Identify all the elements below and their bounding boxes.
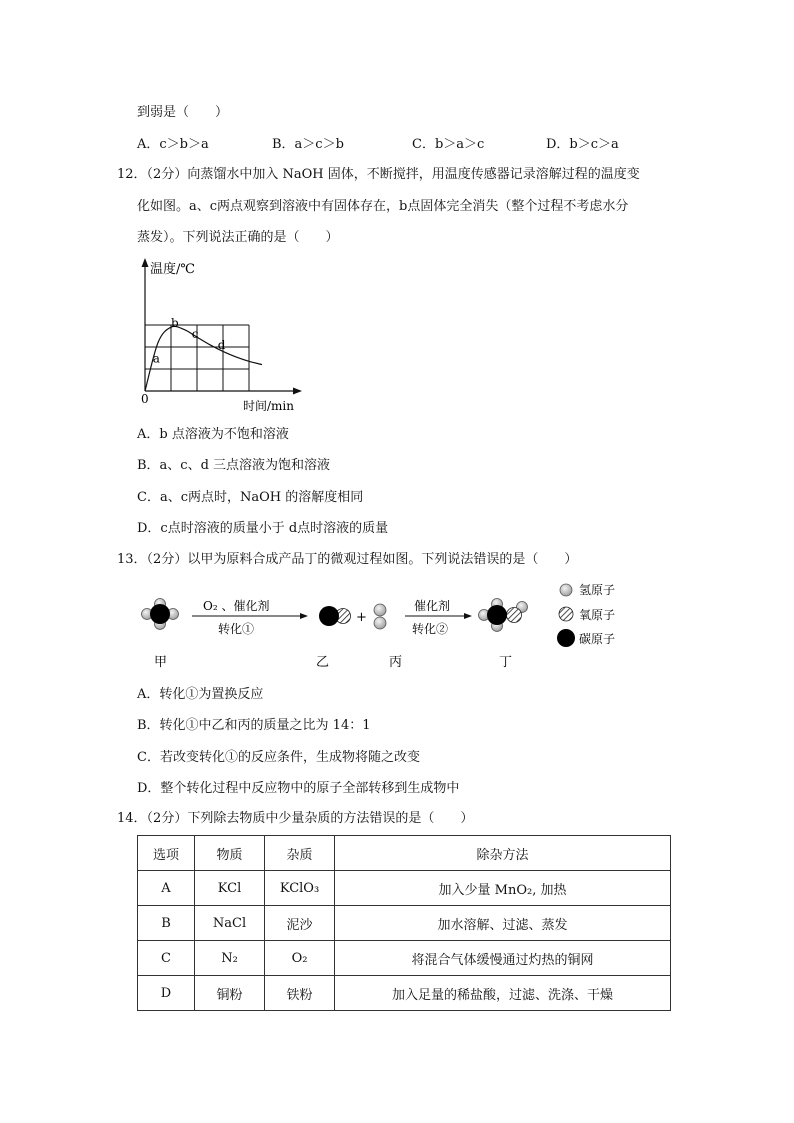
q12-option-c: C．a、c两点时，NaOH 的溶解度相同 <box>137 490 364 505</box>
q13-option-a: A．转化①为置换反应 <box>137 687 264 702</box>
q12-stem-line3: 蒸发）。下列说法正确的是（ ） <box>137 230 339 245</box>
arrow-2-bottom-label: 转化② <box>412 622 449 636</box>
arrow-1-top-label: O₂ 、催化剂 <box>203 599 270 613</box>
header-substance: 物质 <box>195 836 265 871</box>
chart-point-labels <box>153 316 226 365</box>
label-ding: 丁 <box>499 655 513 670</box>
q11-option-c: C．b＞a＞c <box>412 137 485 152</box>
q12-option-b: B．a、c、d 三点溶液为饱和溶液 <box>137 458 331 473</box>
point-label-b: b <box>171 316 179 331</box>
arrow-2-top-label: 催化剂 <box>414 599 451 613</box>
legend-hydrogen-icon <box>560 584 572 596</box>
row-impurity: 铁粉 <box>265 976 335 1011</box>
point-label-d: d <box>217 338 226 353</box>
row-impurity: 泥沙 <box>265 906 335 941</box>
legend-oxygen-icon <box>559 607 573 621</box>
legend-oxygen-label: 氧原子 <box>579 608 616 622</box>
y-axis-label: 温度/℃ <box>150 262 195 277</box>
label-yi: 乙 <box>316 655 330 670</box>
row-impurity: KClO₃ <box>265 871 335 906</box>
molecule-bing <box>374 604 386 629</box>
table-row <box>138 976 671 1011</box>
q11-option-d: D．b＞c＞a <box>546 137 619 152</box>
q11-stem-continuation: 到弱是（ ） <box>137 105 229 120</box>
temperature-curve <box>145 326 262 391</box>
row-impurity: O₂ <box>265 941 335 976</box>
q11-options <box>0 133 794 153</box>
table-row <box>138 906 671 941</box>
table-header-row <box>138 836 671 871</box>
header-method: 除杂方法 <box>335 836 671 871</box>
q14-stem: 14．（2分）下列除去物质中少量杂质的方法错误的是（ ） <box>117 811 474 826</box>
q13-stem: 13．（2分）以甲为原料合成产品丁的微观过程如图。下列说法错误的是（ ） <box>117 552 578 567</box>
y-axis-arrow <box>142 258 149 267</box>
plus-sign: + <box>356 610 367 625</box>
x-axis-arrow <box>293 388 302 395</box>
row-substance: NaCl <box>195 906 265 941</box>
arrow-1-bottom-label: 转化① <box>218 622 255 636</box>
impurity-removal-table <box>137 835 671 1011</box>
row-option: A <box>138 871 195 906</box>
point-label-a: a <box>152 351 160 366</box>
row-option: B <box>138 906 195 941</box>
q12-temperature-chart <box>125 255 325 420</box>
row-substance: N₂ <box>195 941 265 976</box>
molecule-jia <box>142 599 179 630</box>
molecule-yi <box>319 606 351 626</box>
header-option: 选项 <box>138 836 195 871</box>
row-method: 加入足量的稀盐酸，过滤、洗涤、干燥 <box>335 976 671 1011</box>
q12-stem-line2: 化如图。a、c两点观察到溶液中有固体存在，b点固体完全消失（整个过程不考虑水分 <box>137 199 629 214</box>
row-option: C <box>138 941 195 976</box>
q13-reaction-diagram <box>130 578 650 673</box>
q11-option-a: A．c＞b＞a <box>137 137 209 152</box>
row-method: 加水溶解、过滤、蒸发 <box>335 906 671 941</box>
header-impurity: 杂质 <box>265 836 335 871</box>
legend-carbon-label: 碳原子 <box>579 632 616 646</box>
row-method: 将混合气体缓慢通过灼热的铜网 <box>335 941 671 976</box>
table-row <box>138 941 671 976</box>
label-bing: 丙 <box>389 655 403 670</box>
point-label-c: c <box>191 327 199 342</box>
label-jia: 甲 <box>154 655 168 670</box>
q12-stem-line1: 12．（2分）向蒸馏水中加入 NaOH 固体，不断搅拌，用温度传感器记录溶解过程的温度变 <box>117 167 640 182</box>
legend-hydrogen-label: 氢原子 <box>579 583 616 597</box>
q12-option-d: D．c点时溶液的质量小于 d点时溶液的质量 <box>137 521 389 536</box>
atom-legend <box>557 583 615 647</box>
origin-label: 0 <box>141 392 149 406</box>
legend-carbon-icon <box>557 629 575 647</box>
row-method: 加入少量 MnO₂, 加热 <box>335 871 671 906</box>
table-row <box>138 871 671 906</box>
molecule-ding <box>479 599 528 632</box>
row-substance: 铜粉 <box>195 976 265 1011</box>
q13-option-b: B．转化①中乙和丙的质量之比为 14：1 <box>137 718 371 733</box>
x-axis-label: 时间/min <box>243 399 294 413</box>
row-option: D <box>138 976 195 1011</box>
q11-option-b: B．a＞c＞b <box>272 137 344 152</box>
q13-option-c: C．若改变转化①的反应条件，生成物将随之改变 <box>137 750 420 765</box>
q12-option-a: A．b 点溶液为不饱和溶液 <box>137 427 289 442</box>
q13-option-d: D．整个转化过程中反应物中的原子全部转移到生成物中 <box>137 781 460 796</box>
row-substance: KCl <box>195 871 265 906</box>
